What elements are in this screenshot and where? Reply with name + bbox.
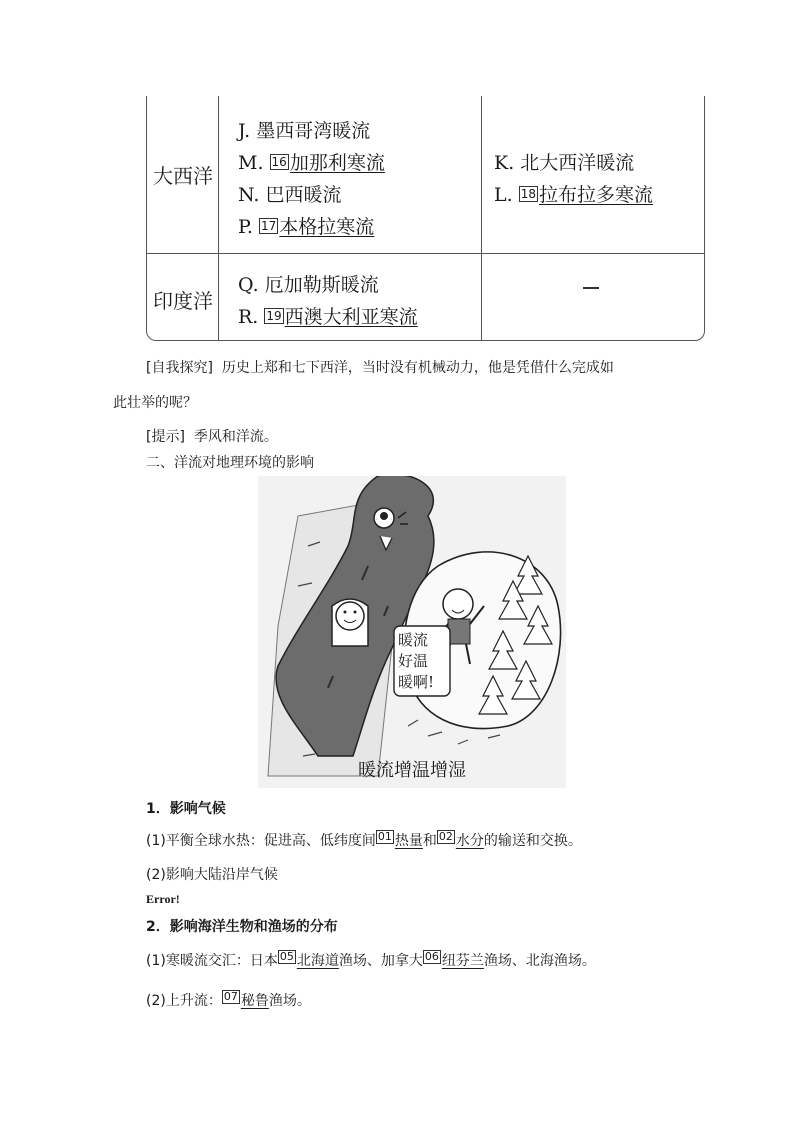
blank-number-box: 18	[520, 187, 536, 201]
section-title: 二、洋流对地理环境的影响	[146, 455, 314, 471]
table-divider	[481, 96, 482, 340]
answer-text: 水分	[455, 833, 484, 849]
error-text: Error!	[146, 892, 180, 906]
table-line: Q. 厄加勒斯暖流	[238, 274, 379, 296]
heading-fisheries: 2．影响海洋生物和渔场的分布	[146, 919, 338, 935]
illustration-caption: 暖流增温增湿	[358, 760, 466, 781]
heading-climate: 1．影响气候	[146, 801, 226, 817]
explore-line-2: 此壮举的呢？	[113, 395, 197, 411]
blank-number-box: 16	[271, 155, 287, 169]
explore-line-1: [自我探究] 历史上郑和七下西洋，当时没有机械动力，他是凭借什么完成如	[146, 360, 614, 376]
warm-current-illustration	[258, 476, 566, 788]
blank-number-box: 01	[377, 830, 392, 843]
answer-text: 热量	[394, 833, 423, 849]
item-coastal-climate: (2)影响大陆沿岸气候	[146, 867, 278, 883]
table-line: R. 19 西澳大利亚寒流	[238, 306, 418, 328]
answer-text: 拉布拉多寒流	[538, 184, 653, 206]
explore-tag: [自我探究]	[146, 360, 213, 376]
ocean-currents-table	[146, 96, 705, 341]
blank-number-box: 05	[279, 950, 294, 963]
table-line: J. 墨西哥湾暖流	[238, 120, 371, 142]
blank-number-box: 02	[438, 830, 453, 843]
answer-text: 加那利寒流	[289, 152, 385, 174]
blank-number-box: 07	[223, 990, 238, 1003]
speech-bubble-text: 暖流 好温 暖啊!	[398, 631, 435, 691]
answer-text: 本格拉寒流	[279, 216, 375, 238]
table-line: K. 北大西洋暖流	[494, 152, 635, 174]
table-line: P. 17 本格拉寒流	[238, 216, 375, 238]
row-label-indian: 印度洋	[153, 289, 213, 313]
item-current-convergence: (1)寒暖流交汇：日本 05 北海道渔场、加拿大 06 纽芬兰渔场、北海渔场。	[146, 950, 596, 969]
item-heat-balance: (1)平衡全球水热：促进高、低纬度间 01 热量和 02 水分的输送和交换。	[146, 830, 582, 849]
empty-cell-dash	[583, 287, 599, 289]
hint-tag: [提示]	[146, 429, 185, 445]
table-line: N. 巴西暖流	[238, 184, 342, 206]
answer-text: 西澳大利亚寒流	[284, 306, 418, 328]
table-divider	[147, 253, 704, 254]
blank-number-box: 19	[266, 309, 282, 323]
answer-text: 纽芬兰	[441, 953, 484, 969]
table-line: L. 18 拉布拉多寒流	[494, 184, 653, 206]
blank-number-box: 17	[261, 219, 277, 233]
row-label-atlantic: 大西洋	[153, 164, 213, 188]
table-divider	[218, 96, 219, 340]
table-line: M. 16 加那利寒流	[238, 152, 385, 174]
blank-number-box: 06	[424, 950, 439, 963]
answer-text: 北海道	[296, 953, 339, 969]
answer-text: 秘鲁	[240, 993, 269, 1009]
item-upwelling: (2)上升流： 07 秘鲁渔场。	[146, 990, 311, 1009]
hint-line: [提示] 季风和洋流。	[146, 429, 278, 445]
